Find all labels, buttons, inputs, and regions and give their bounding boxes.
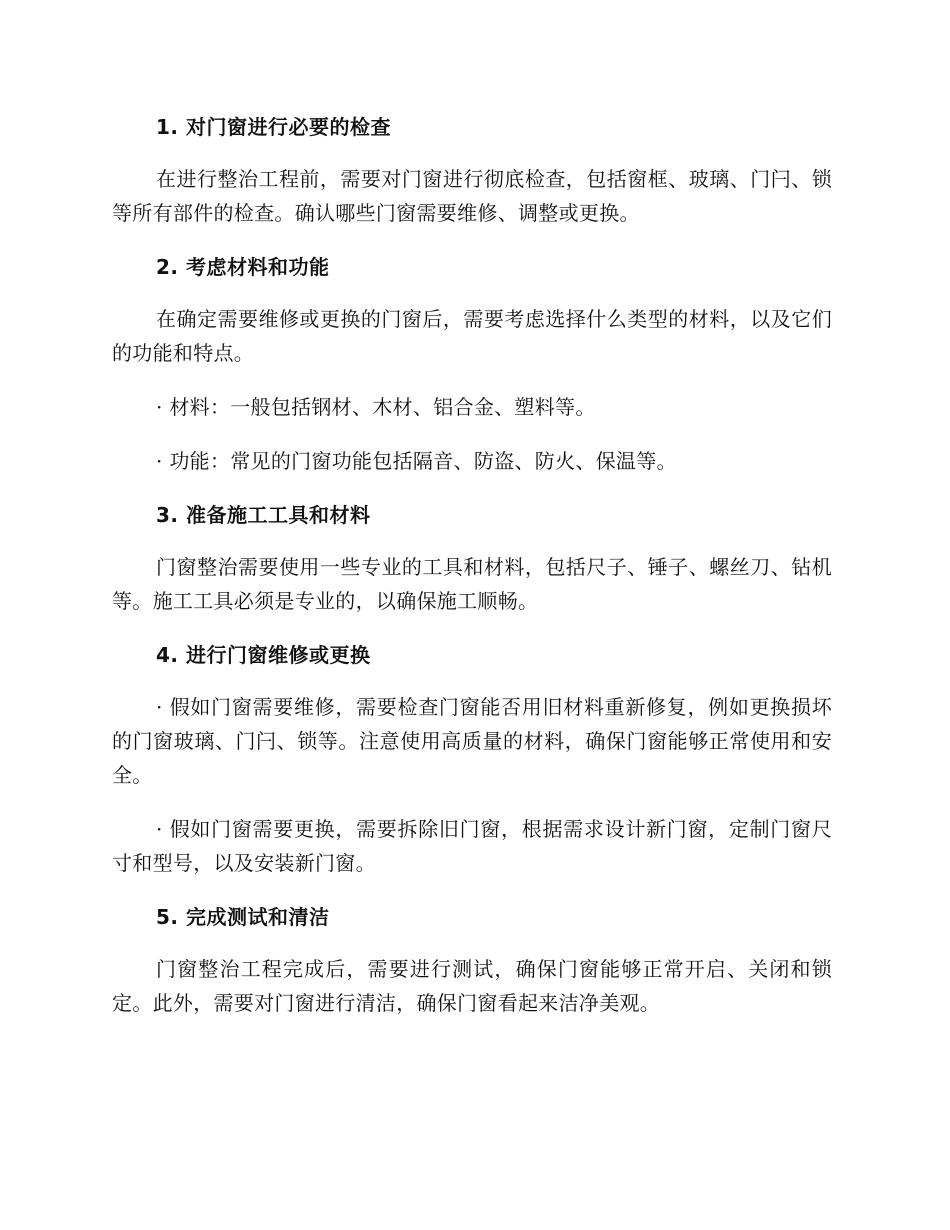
section-4-bullet-repair: · 假如门窗需要维修，需要检查门窗能否用旧材料重新修复，例如更换损坏的门窗玻璃、门闩、锁等。注意使用高质量的材料，确保门窗能够正常使用和安全。 bbox=[112, 695, 832, 787]
section-5-paragraph-1: 门窗整治工程完成后，需要进行测试，确保门窗能够正常开启、关闭和锁定。此外，需要对门窗进行清洁，确保门窗看起来洁净美观。 bbox=[112, 957, 832, 1015]
section-heading-2: 2. 考虑材料和功能 bbox=[156, 255, 330, 279]
section-2-bullet-functions: · 功能：常见的门窗功能包括隔音、防盗、防火、保温等。 bbox=[156, 449, 677, 473]
section-1-paragraph-1: 在进行整治工程前，需要对门窗进行彻底检查，包括窗框、玻璃、门闩、锁等所有部件的检查。确认哪些门窗需要维修、调整或更换。 bbox=[112, 167, 832, 225]
section-2-paragraph-1: 在确定需要维修或更换的门窗后，需要考虑选择什么类型的材料，以及它们的功能和特点。 bbox=[112, 307, 832, 365]
section-2-bullet-materials: · 材料：一般包括钢材、木材、铝合金、塑料等。 bbox=[156, 395, 596, 419]
section-heading-1: 1. 对门窗进行必要的检查 bbox=[156, 115, 391, 139]
section-4-bullet-replace: · 假如门窗需要更换，需要拆除旧门窗，根据需求设计新门窗，定制门窗尺寸和型号，以及安装新门窗。 bbox=[112, 817, 832, 875]
document-body bbox=[112, 110, 832, 1040]
section-heading-4: 4. 进行门窗维修或更换 bbox=[156, 643, 371, 667]
section-heading-5: 5. 完成测试和清洁 bbox=[156, 905, 330, 929]
section-heading-3: 3. 准备施工工具和材料 bbox=[156, 503, 371, 527]
section-3-paragraph-1: 门窗整治需要使用一些专业的工具和材料，包括尺子、锤子、螺丝刀、钻机等。施工工具必须是专业的，以确保施工顺畅。 bbox=[112, 555, 832, 613]
